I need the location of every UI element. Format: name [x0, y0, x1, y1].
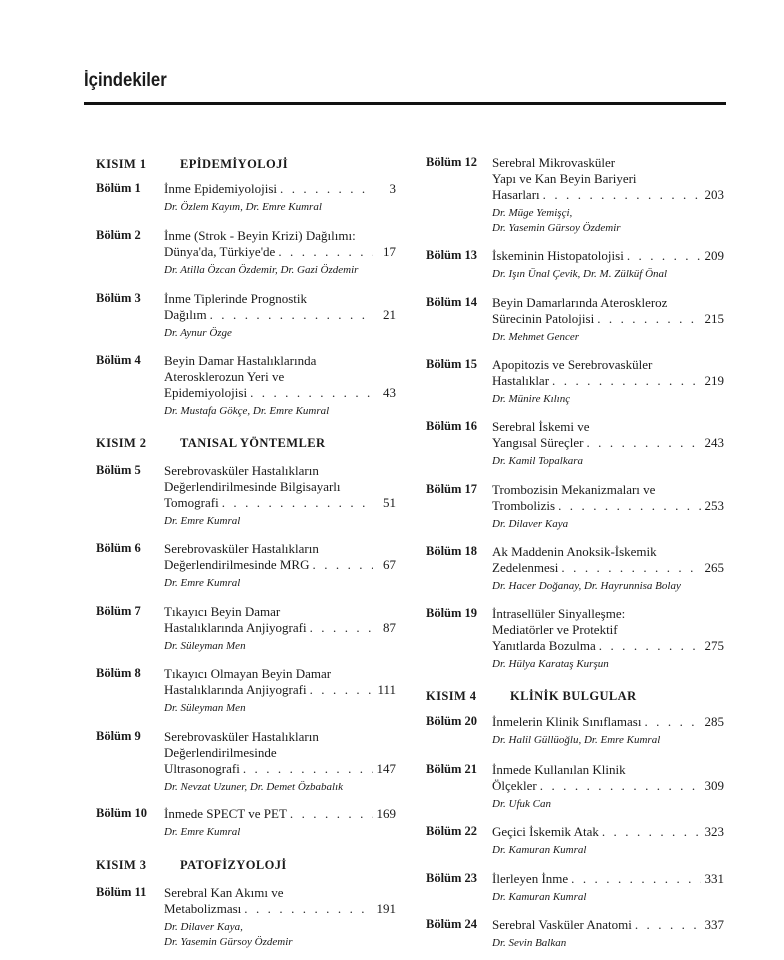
chapter-body [164, 885, 396, 950]
chapter-title-line [492, 560, 724, 576]
part-label: KISIM 3 [96, 858, 147, 872]
chapter-label: Bölüm 20 [426, 714, 478, 728]
chapter-title-line [492, 187, 724, 203]
chapter-title-text: İntrasellüler Sinyalleşme: [492, 606, 626, 621]
chapter-title-text: Aterosklerozun Yeri ve [164, 369, 285, 384]
page-number: 243 [704, 435, 724, 450]
chapter-title-text: Serebral Vasküler Anatomi [492, 917, 632, 932]
chapter-authors: Dr. Mustafa Gökçe, Dr. Emre Kumral [164, 405, 330, 417]
chapter-title-text: İskeminin Histopatolojisi [492, 248, 624, 263]
chapter-title-text: İnme (Strok - Beyin Krizi) Dağılımı: [164, 228, 356, 243]
chapter-title-line [492, 357, 724, 373]
chapter-label: Bölüm 4 [96, 353, 141, 367]
chapter-body [492, 357, 724, 407]
dot-leader [586, 435, 701, 451]
dot-leader [635, 917, 701, 933]
chapter-title-line [492, 295, 724, 311]
chapter-body [164, 291, 396, 341]
page-number: 309 [704, 778, 724, 793]
chapter-label: Bölüm 11 [96, 885, 147, 899]
part-title: EPİDEMİYOLOJİ [180, 157, 288, 171]
chapter-title-text: Yangısal Süreçler [492, 435, 584, 450]
chapter-title-text: Hastalıklarında Anjiyografi [164, 682, 307, 697]
chapter-body [492, 762, 724, 812]
chapter-title-line [492, 544, 724, 560]
chapter-title-text: Yapı ve Kan Beyin Bariyeri [492, 171, 637, 186]
page-number: 21 [383, 307, 396, 322]
chapter-authors: Dr. Sevin Balkan [492, 937, 567, 949]
dot-leader [558, 498, 701, 514]
chapter-title-text: Metabolizması [164, 901, 242, 916]
chapter-title-line [492, 248, 724, 264]
chapter-title-line [492, 871, 724, 887]
chapter-title-text: Ultrasonografi [164, 761, 240, 776]
chapter-title-line [164, 901, 396, 917]
part-heading [96, 858, 396, 876]
part-label: KISIM 1 [96, 157, 147, 171]
chapter-title-text: Ölçekler [492, 778, 537, 793]
dot-leader [313, 557, 374, 573]
chapter-label: Bölüm 5 [96, 463, 141, 477]
page-title: İçindekiler [84, 70, 167, 91]
chapter-label: Bölüm 6 [96, 541, 141, 555]
chapter-title-text: Beyin Damarlarında Ateroskleroz [492, 295, 668, 310]
chapter-title-line [164, 806, 396, 822]
chapter-title-line [164, 353, 396, 369]
chapter-body [492, 155, 724, 236]
chapter-title-line [492, 435, 724, 451]
page-number: 219 [704, 373, 724, 388]
chapter-label: Bölüm 19 [426, 606, 478, 620]
chapter-title-line [164, 479, 396, 495]
chapter-title-line [164, 729, 396, 745]
chapter-label: Bölüm 10 [96, 806, 148, 820]
chapter-body [492, 419, 724, 469]
chapter-title-text: Trombozisin Mekanizmaları ve [492, 482, 656, 497]
chapter-label: Bölüm 14 [426, 295, 478, 309]
dot-leader [310, 620, 373, 636]
page-number: 111 [377, 682, 396, 697]
chapter-title-line [492, 622, 724, 638]
chapter-title-line [164, 181, 396, 197]
chapter-title-text: Serebrovasküler Hastalıkların [164, 541, 319, 556]
dot-leader [597, 311, 701, 327]
chapter-body [164, 463, 396, 529]
chapter-title-line [164, 495, 396, 511]
page-number: 331 [704, 871, 724, 886]
chapter-title-text: Serebral Mikrovasküler [492, 155, 616, 170]
dot-leader [543, 187, 701, 203]
page-number: 87 [383, 620, 396, 635]
chapter-authors: Dr. Dilaver Kaya [492, 518, 569, 530]
page-number: 3 [389, 181, 396, 196]
part-heading [96, 157, 396, 175]
chapter-title-line [164, 885, 396, 901]
chapter-label: Bölüm 9 [96, 729, 141, 743]
page-number: 337 [704, 917, 724, 932]
chapter-authors: Dr. Nevzat Uzuner, Dr. Demet Özbabalık [164, 781, 344, 793]
chapter-label: Bölüm 18 [426, 544, 478, 558]
chapter-authors: Dr. Kamil Topalkara [492, 455, 583, 467]
chapter-title-line [492, 171, 724, 187]
chapter-title-line [164, 745, 396, 761]
dot-leader [552, 373, 701, 389]
chapter-authors: Dr. Kamuran Kumral [492, 891, 587, 903]
chapter-title-line [492, 606, 724, 622]
chapter-title-text: Hasarları [492, 187, 540, 202]
chapter-title-line [164, 682, 396, 698]
dot-leader [243, 761, 373, 777]
chapter-title-text: Apopitozis ve Serebrovasküler [492, 357, 653, 372]
chapter-label: Bölüm 21 [426, 762, 478, 776]
chapter-title-text: Ak Maddenin Anoksik-İskemik [492, 544, 657, 559]
chapter-label: Bölüm 3 [96, 291, 141, 305]
chapter-body [492, 482, 724, 532]
chapter-body [164, 604, 396, 654]
dot-leader [599, 638, 701, 654]
chapter-title-text: Serebrovasküler Hastalıkların [164, 729, 319, 744]
page-number: 169 [376, 806, 396, 821]
chapter-body [492, 248, 724, 282]
chapter-title-text: İnmelerin Klinik Sınıflaması [492, 714, 642, 729]
dot-leader [222, 495, 373, 511]
chapter-title-line [492, 778, 724, 794]
chapter-title-line [164, 620, 396, 636]
part-title: KLİNİK BULGULAR [510, 689, 637, 703]
dot-leader [561, 560, 701, 576]
chapter-title-line [492, 714, 724, 730]
chapter-title-text: Beyin Damar Hastalıklarında [164, 353, 317, 368]
dot-leader [627, 248, 701, 264]
chapter-body [164, 541, 396, 591]
chapter-label: Bölüm 16 [426, 419, 478, 433]
chapter-body [492, 544, 724, 594]
chapter-authors: Dr. Emre Kumral [164, 577, 241, 589]
dot-leader [571, 871, 701, 887]
chapter-title-line [164, 291, 396, 307]
page-number: 253 [704, 498, 724, 513]
part-heading [96, 436, 396, 454]
chapter-authors: Dr. Yasemin Gürsoy Özdemir [164, 936, 293, 948]
chapter-authors: Dr. Hacer Doğanay, Dr. Hayrunnisa Bolay [492, 580, 681, 592]
chapter-authors: Dr. Dilaver Kaya, [164, 921, 243, 933]
chapter-label: Bölüm 23 [426, 871, 478, 885]
dot-leader [310, 682, 373, 698]
chapter-label: Bölüm 24 [426, 917, 478, 931]
chapter-authors: Dr. Mehmet Gencer [492, 331, 580, 343]
chapter-title-line [492, 498, 724, 514]
chapter-title-text: Trombolizis [492, 498, 556, 513]
dot-leader [244, 901, 373, 917]
chapter-body [164, 353, 396, 419]
chapter-body [492, 606, 724, 672]
chapter-title-line [492, 373, 724, 389]
chapter-title-text: Değerlendirilmesinde [164, 745, 277, 760]
chapter-body [492, 295, 724, 345]
chapter-title-line [164, 369, 396, 385]
chapter-title-text: İnme Tiplerinde Prognostik [164, 291, 308, 306]
page-number: 323 [704, 824, 724, 839]
chapter-authors: Dr. Süleyman Men [164, 702, 246, 714]
page-number: 215 [704, 311, 724, 326]
page-number: 203 [704, 187, 724, 202]
chapter-body [164, 729, 396, 795]
chapter-title-text: Hastalıklar [492, 373, 550, 388]
dot-leader [210, 307, 373, 323]
chapter-title-line [164, 761, 396, 777]
chapter-label: Bölüm 7 [96, 604, 141, 618]
chapter-title-text: Dünya'da, Türkiye'de [164, 244, 276, 259]
chapter-title-line [164, 385, 396, 401]
chapter-body [492, 714, 724, 748]
chapter-title-line [164, 244, 396, 260]
chapter-title-text: İnmede Kullanılan Klinik [492, 762, 626, 777]
chapter-label: Bölüm 13 [426, 248, 478, 262]
page-number: 191 [376, 901, 396, 916]
chapter-title-line [492, 824, 724, 840]
dot-leader [644, 714, 701, 730]
chapter-authors: Dr. Kamuran Kumral [492, 844, 587, 856]
page-number: 285 [704, 714, 724, 729]
dot-leader [250, 385, 373, 401]
chapter-authors: Dr. Atilla Özcan Özdemir, Dr. Gazi Özdemir [164, 264, 359, 276]
chapter-label: Bölüm 1 [96, 181, 141, 195]
chapter-title-text: İnme Epidemiyolojisi [164, 181, 278, 196]
chapter-title-line [492, 482, 724, 498]
chapter-title-text: Serebral İskemi ve [492, 419, 590, 434]
chapter-title-text: Yanıtlarda Bozulma [492, 638, 596, 653]
chapter-authors: Dr. Işın Ünal Çevik, Dr. M. Zülküf Önal [492, 268, 668, 280]
chapter-label: Bölüm 8 [96, 666, 141, 680]
chapter-authors: Dr. Aynur Özge [164, 327, 232, 339]
chapter-body [492, 871, 724, 905]
part-heading [426, 689, 724, 707]
chapter-authors: Dr. Süleyman Men [164, 640, 246, 652]
chapter-label: Bölüm 17 [426, 482, 478, 496]
page-number: 17 [383, 244, 396, 259]
chapter-authors: Dr. Halil Güllüoğlu, Dr. Emre Kumral [492, 734, 661, 746]
chapter-label: Bölüm 15 [426, 357, 478, 371]
chapter-label: Bölüm 2 [96, 228, 141, 242]
part-title: TANISAL YÖNTEMLER [180, 436, 326, 450]
page-number: 265 [704, 560, 724, 575]
chapter-body [492, 917, 724, 951]
dot-leader [278, 244, 373, 260]
chapter-title-line [164, 604, 396, 620]
chapter-title-line [492, 762, 724, 778]
dot-leader [540, 778, 701, 794]
chapter-title-text: Değerlendirilmesinde MRG [164, 557, 310, 572]
chapter-title-text: Epidemiyolojisi [164, 385, 248, 400]
part-label: KISIM 2 [96, 436, 147, 450]
chapter-title-line [164, 463, 396, 479]
chapter-title-line [492, 155, 724, 171]
chapter-title-line [492, 419, 724, 435]
page-number: 275 [704, 638, 724, 653]
chapter-body [164, 666, 396, 716]
chapter-body [164, 228, 396, 278]
page-number: 147 [376, 761, 396, 776]
chapter-body [492, 824, 724, 858]
chapter-title-line [492, 311, 724, 327]
dot-leader [290, 806, 373, 822]
chapter-authors: Dr. Müge Yemişçi, [492, 207, 573, 219]
chapter-title-text: Değerlendirilmesinde Bilgisayarlı [164, 479, 341, 494]
chapter-title-text: Serebral Kan Akımı ve [164, 885, 284, 900]
chapter-authors: Dr. Ufuk Can [492, 798, 551, 810]
title-rule [84, 102, 726, 105]
chapter-title-text: İnmede SPECT ve PET [164, 806, 287, 821]
chapter-title-text: Sürecinin Patolojisi [492, 311, 595, 326]
chapter-authors: Dr. Hülya Karataş Kurşun [492, 658, 609, 670]
chapter-body [164, 806, 396, 840]
dot-leader [602, 824, 701, 840]
chapter-authors: Dr. Özlem Kayım, Dr. Emre Kumral [164, 201, 322, 213]
page-number: 43 [383, 385, 396, 400]
chapter-title-line [164, 557, 396, 573]
chapter-body [164, 181, 396, 215]
chapter-label: Bölüm 22 [426, 824, 478, 838]
part-label: KISIM 4 [426, 689, 477, 703]
chapter-title-line [164, 307, 396, 323]
chapter-authors: Dr. Emre Kumral [164, 826, 241, 838]
chapter-title-text: Dağılım [164, 307, 207, 322]
chapter-title-text: Tıkayıcı Beyin Damar [164, 604, 281, 619]
chapter-title-line [492, 638, 724, 654]
chapter-authors: Dr. Yasemin Gürsoy Özdemir [492, 222, 621, 234]
chapter-label: Bölüm 12 [426, 155, 478, 169]
chapter-title-line [164, 228, 396, 244]
page-number: 67 [383, 557, 396, 572]
chapter-title-text: Geçici İskemik Atak [492, 824, 599, 839]
page-number: 209 [704, 248, 724, 263]
page-number: 51 [383, 495, 396, 510]
chapter-authors: Dr. Emre Kumral [164, 515, 241, 527]
chapter-title-text: Hastalıklarında Anjiyografi [164, 620, 307, 635]
chapter-title-line [492, 917, 724, 933]
chapter-title-text: Mediatörler ve Protektif [492, 622, 618, 637]
chapter-title-line [164, 666, 396, 682]
dot-leader [280, 181, 373, 197]
chapter-title-text: Tıkayıcı Olmayan Beyin Damar [164, 666, 332, 681]
chapter-title-text: Tomografi [164, 495, 219, 510]
chapter-title-text: Zedelenmesi [492, 560, 559, 575]
chapter-authors: Dr. Münire Kılınç [492, 393, 571, 405]
chapter-title-line [164, 541, 396, 557]
chapter-title-text: İlerleyen İnme [492, 871, 569, 886]
chapter-title-text: Serebrovasküler Hastalıkların [164, 463, 319, 478]
part-title: PATOFİZYOLOJİ [180, 858, 287, 872]
